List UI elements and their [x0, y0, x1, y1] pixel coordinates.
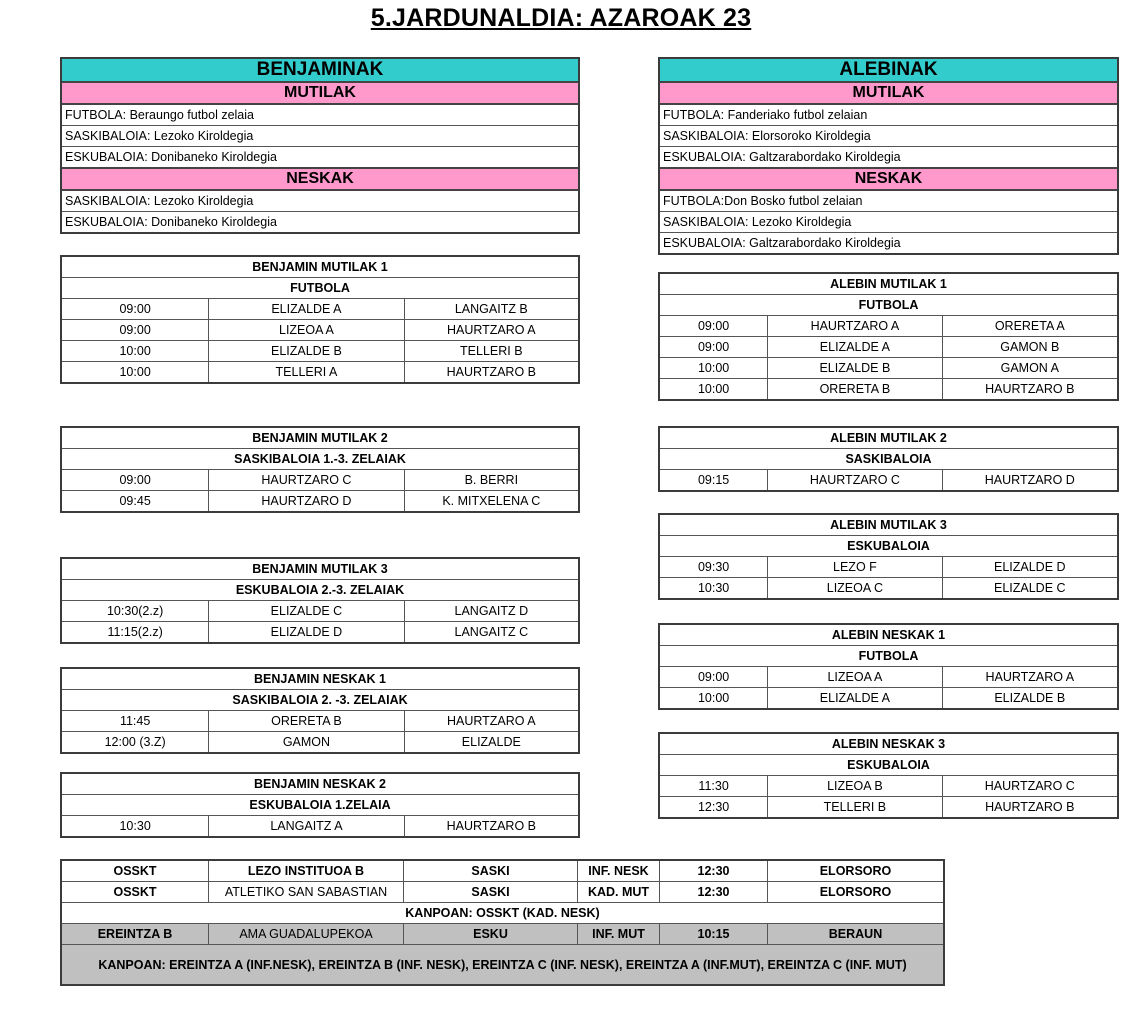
group-title: BENJAMIN MUTILAK 3: [62, 559, 579, 580]
time-cell: 10:15: [660, 924, 768, 945]
page-title: 5.JARDUNALDIA: AZAROAK 23: [370, 4, 752, 32]
group-title: BENJAMIN MUTILAK 1: [62, 257, 579, 278]
benjaminak-venues: [61, 58, 579, 233]
home-team: TELLERI B: [768, 797, 942, 818]
away-team: LANGAITZ C: [404, 622, 578, 643]
category-cell: KAD. MUT: [578, 882, 660, 903]
venue-line: FUTBOLA: Beraungo futbol zelaia: [62, 104, 579, 126]
group-benjamin-mutilak-3: [61, 558, 579, 643]
match-time: 09:00: [62, 320, 209, 341]
table-row: [660, 470, 1118, 491]
group-table: [61, 773, 579, 837]
group-table: [659, 427, 1118, 491]
venue-line: ESKUBALOIA: Galtzarabordako Kiroldegia: [660, 147, 1118, 169]
home-team: HAURTZARO C: [768, 470, 942, 491]
table-row: [62, 341, 579, 362]
table-row: [62, 470, 579, 491]
group-title: ALEBIN MUTILAK 1: [660, 274, 1118, 295]
away-team: HAURTZARO B: [404, 362, 578, 383]
away-team: HAURTZARO A: [404, 320, 578, 341]
group-table: [659, 273, 1118, 400]
away-team: HAURTZARO B: [942, 379, 1117, 400]
table-row: [62, 882, 944, 903]
table-row: [660, 316, 1118, 337]
group-sport: ESKUBALOIA: [660, 755, 1118, 776]
venue-line: ESKUBALOIA: Galtzarabordako Kiroldegia: [660, 233, 1118, 254]
sport-cell: SASKI: [404, 882, 578, 903]
home-team: ELIZALDE A: [209, 299, 404, 320]
venue-line: ESKUBALOIA: Donibaneko Kiroldegia: [62, 212, 579, 233]
alebinak-neskak-header: NESKAK: [660, 168, 1118, 190]
bottom-schedule-table: [61, 860, 944, 985]
home-team: ORERETA B: [768, 379, 942, 400]
match-time: 12:30: [660, 797, 768, 818]
match-time: 11:45: [62, 711, 209, 732]
home-team: HAURTZARO A: [768, 316, 942, 337]
away-team: ELIZALDE D: [942, 557, 1117, 578]
table-row: [62, 320, 579, 341]
group-table: [61, 427, 579, 512]
match-time: 09:00: [660, 316, 768, 337]
away-team: HAURTZARO B: [404, 816, 578, 837]
benjaminak-venues-table: [61, 58, 579, 233]
away-team: HAURTZARO B: [942, 797, 1117, 818]
home-team: ELIZALDE B: [768, 358, 942, 379]
home-team: LIZEOA B: [768, 776, 942, 797]
table-row: [62, 861, 944, 882]
time-cell: 12:30: [660, 861, 768, 882]
venue-line: SASKIBALOIA: Lezoko Kiroldegia: [62, 190, 579, 212]
group-sport: FUTBOLA: [660, 295, 1118, 316]
alebinak-venues-table: [659, 58, 1118, 254]
venue-cell: ELORSORO: [768, 882, 944, 903]
group-sport: FUTBOLA: [660, 646, 1118, 667]
home-team: ELIZALDE D: [209, 622, 404, 643]
group-table: [659, 733, 1118, 818]
match-time: 10:00: [62, 362, 209, 383]
match-time: 11:15(2.z): [62, 622, 209, 643]
table-row: [660, 358, 1118, 379]
table-row: [660, 667, 1118, 688]
away-team: LANGAITZ B: [404, 299, 578, 320]
match-time: 09:45: [62, 491, 209, 512]
table-row: [660, 379, 1118, 400]
group-sport: ESKUBALOIA: [660, 536, 1118, 557]
table-row: [660, 688, 1118, 709]
home-team: LIZEOA A: [768, 667, 942, 688]
home-team: LIZEOA A: [209, 320, 404, 341]
table-row: [660, 337, 1118, 358]
venue-line: SASKIBALOIA: Lezoko Kiroldegia: [660, 212, 1118, 233]
match-time: 10:00: [660, 379, 768, 400]
group-table: [659, 514, 1118, 599]
home-team: HAURTZARO C: [209, 470, 404, 491]
venue-line: SASKIBALOIA: Lezoko Kiroldegia: [62, 126, 579, 147]
benjaminak-neskak-header: NESKAK: [62, 168, 579, 190]
group-sport: SASKIBALOIA: [660, 449, 1118, 470]
home-team: ELIZALDE B: [209, 341, 404, 362]
home-team: GAMON: [209, 732, 404, 753]
match-time: 10:30: [62, 816, 209, 837]
group-alebin-neskak-3: [659, 733, 1118, 818]
group-alebin-mutilak-1: [659, 273, 1118, 400]
table-row: [62, 622, 579, 643]
table-row: [660, 557, 1118, 578]
home-team: LIZEOA C: [768, 578, 942, 599]
away-team: GAMON B: [942, 337, 1117, 358]
match-time: 09:00: [660, 667, 768, 688]
match-time: 09:00: [660, 337, 768, 358]
group-sport: FUTBOLA: [62, 278, 579, 299]
away-team: HAURTZARO A: [404, 711, 578, 732]
group-benjamin-mutilak-1: [61, 256, 579, 383]
group-title: ALEBIN NESKAK 1: [660, 625, 1118, 646]
opponent-cell: LEZO INSTITUOA B: [209, 861, 404, 882]
away-team: GAMON A: [942, 358, 1117, 379]
alebinak-title: ALEBINAK: [660, 59, 1118, 83]
match-time: 09:30: [660, 557, 768, 578]
group-sport: SASKIBALOIA 2. -3. ZELAIAK: [62, 690, 579, 711]
group-title: ALEBIN MUTILAK 2: [660, 428, 1118, 449]
group-table: [61, 668, 579, 753]
table-row: [660, 578, 1118, 599]
benjaminak-title: BENJAMINAK: [62, 59, 579, 83]
match-time: 11:30: [660, 776, 768, 797]
opponent-cell: ATLETIKO SAN SABASTIAN: [209, 882, 404, 903]
away-team: HAURTZARO A: [942, 667, 1117, 688]
home-team: HAURTZARO D: [209, 491, 404, 512]
away-team: HAURTZARO C: [942, 776, 1117, 797]
sport-cell: ESKU: [404, 924, 578, 945]
table-row: [62, 924, 944, 945]
group-title: BENJAMIN NESKAK 2: [62, 774, 579, 795]
category-cell: INF. MUT: [578, 924, 660, 945]
group-title: ALEBIN NESKAK 3: [660, 734, 1118, 755]
table-row: [62, 601, 579, 622]
away-team: ELIZALDE C: [942, 578, 1117, 599]
kanpoan-osskt: KANPOAN: OSSKT (KAD. NESK): [62, 903, 944, 924]
alebinak-venues: [659, 58, 1118, 254]
group-title: BENJAMIN MUTILAK 2: [62, 428, 579, 449]
table-row: [62, 732, 579, 753]
table-row: [62, 299, 579, 320]
venue-line: ESKUBALOIA: Donibaneko Kiroldegia: [62, 147, 579, 169]
group-alebin-mutilak-2: [659, 427, 1118, 491]
table-row: [62, 491, 579, 512]
venue-cell: ELORSORO: [768, 861, 944, 882]
group-table: [61, 256, 579, 383]
team-cell: EREINTZA B: [62, 924, 209, 945]
table-row: [62, 711, 579, 732]
benjaminak-mutilak-header: MUTILAK: [62, 82, 579, 104]
group-table: [61, 558, 579, 643]
home-team: ELIZALDE A: [768, 337, 942, 358]
home-team: LANGAITZ A: [209, 816, 404, 837]
sport-cell: SASKI: [404, 861, 578, 882]
kanpoan-ereintza: KANPOAN: EREINTZA A (INF.NESK), EREINTZA B (INF. NESK), EREINTZA C (INF. NESK), EREINTZA A (INF.MUT), EREINTZA C (INF. MUT): [62, 945, 944, 985]
table-row: [660, 797, 1118, 818]
team-cell: OSSKT: [62, 882, 209, 903]
group-table: [659, 624, 1118, 709]
group-alebin-neskak-1: [659, 624, 1118, 709]
alebinak-mutilak-header: MUTILAK: [660, 82, 1118, 104]
group-sport: ESKUBALOIA 2.-3. ZELAIAK: [62, 580, 579, 601]
group-benjamin-neskak-1: [61, 668, 579, 753]
match-time: 09:15: [660, 470, 768, 491]
away-team: ELIZALDE B: [942, 688, 1117, 709]
opponent-cell: AMA GUADALUPEKOA: [209, 924, 404, 945]
match-time: 09:00: [62, 299, 209, 320]
group-alebin-mutilak-3: [659, 514, 1118, 599]
home-team: TELLERI A: [209, 362, 404, 383]
group-sport: ESKUBALOIA 1.ZELAIA: [62, 795, 579, 816]
group-title: BENJAMIN NESKAK 1: [62, 669, 579, 690]
home-team: ORERETA B: [209, 711, 404, 732]
match-time: 09:00: [62, 470, 209, 491]
table-row: [660, 776, 1118, 797]
venue-line: FUTBOLA: Fanderiako futbol zelaian: [660, 104, 1118, 126]
match-time: 12:00 (3.Z): [62, 732, 209, 753]
team-cell: OSSKT: [62, 861, 209, 882]
group-sport: SASKIBALOIA 1.-3. ZELAIAK: [62, 449, 579, 470]
away-team: K. MITXELENA C: [404, 491, 578, 512]
group-benjamin-neskak-2: [61, 773, 579, 837]
match-time: 10:00: [660, 688, 768, 709]
table-row: [62, 362, 579, 383]
away-team: HAURTZARO D: [942, 470, 1117, 491]
match-time: 10:00: [62, 341, 209, 362]
match-time: 10:00: [660, 358, 768, 379]
venue-cell: BERAUN: [768, 924, 944, 945]
home-team: LEZO F: [768, 557, 942, 578]
away-team: LANGAITZ D: [404, 601, 578, 622]
away-team: ORERETA A: [942, 316, 1117, 337]
time-cell: 12:30: [660, 882, 768, 903]
away-team: B. BERRI: [404, 470, 578, 491]
home-team: ELIZALDE A: [768, 688, 942, 709]
home-team: ELIZALDE C: [209, 601, 404, 622]
away-team: ELIZALDE: [404, 732, 578, 753]
match-time: 10:30: [660, 578, 768, 599]
group-title: ALEBIN MUTILAK 3: [660, 515, 1118, 536]
venue-line: FUTBOLA:Don Bosko futbol zelaian: [660, 190, 1118, 212]
category-cell: INF. NESK: [578, 861, 660, 882]
match-time: 10:30(2.z): [62, 601, 209, 622]
table-row: [62, 816, 579, 837]
group-benjamin-mutilak-2: [61, 427, 579, 512]
venue-line: SASKIBALOIA: Elorsoroko Kiroldegia: [660, 126, 1118, 147]
away-team: TELLERI B: [404, 341, 578, 362]
bottom-schedule: [61, 860, 943, 985]
